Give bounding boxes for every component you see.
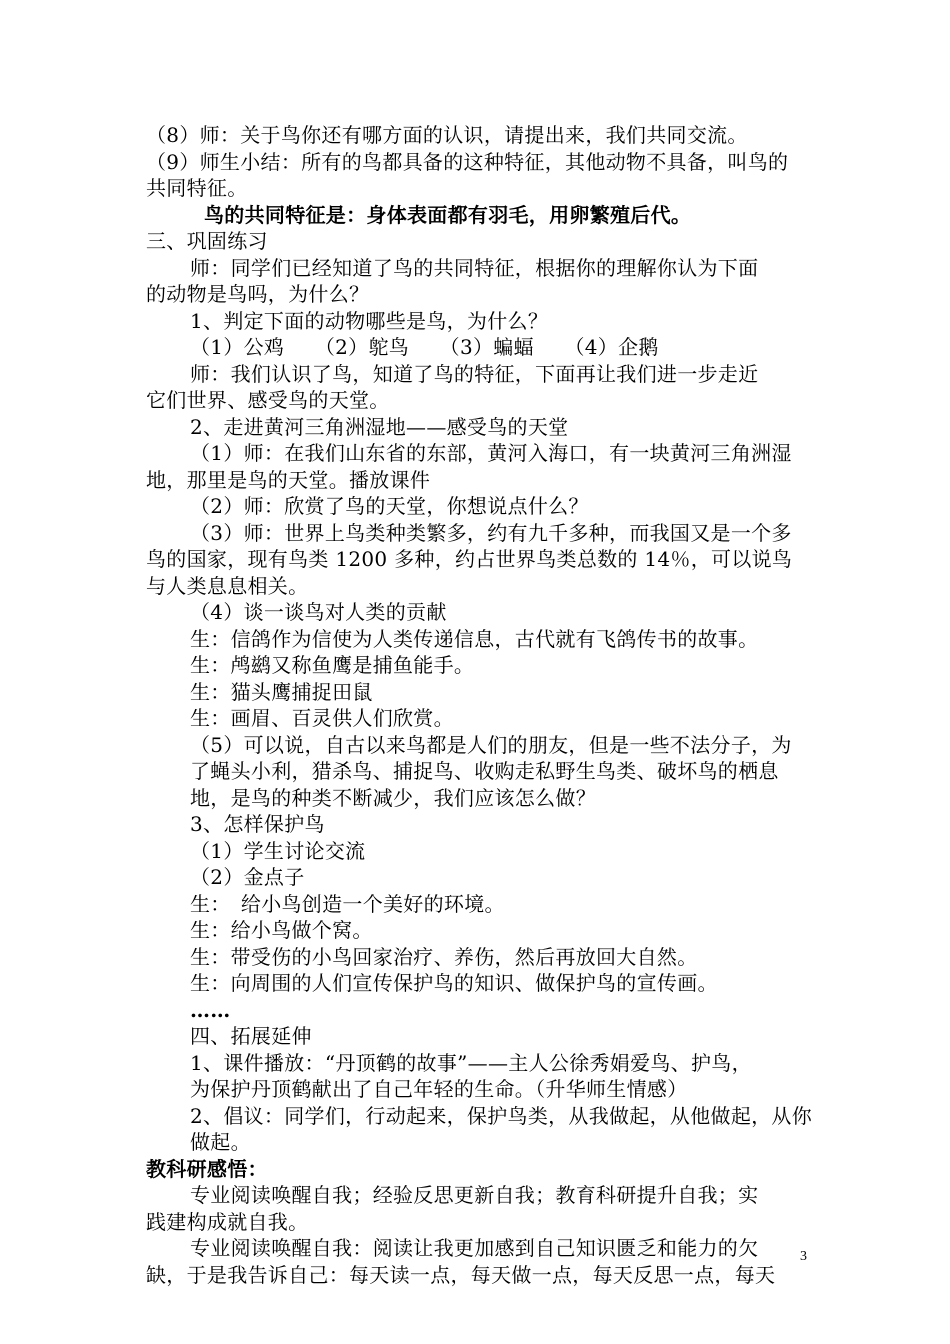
text-line: 它们世界、感受鸟的天堂。 [146, 388, 390, 412]
text-line: 做起。 [190, 1130, 251, 1154]
text-line: 生：猫头鹰捕捉田鼠 [190, 680, 373, 704]
text-line: 3、怎样保护鸟 [190, 812, 325, 836]
text-line: （2）金点子 [190, 865, 305, 889]
text-line: 1、判定下面的动物哪些是鸟，为什么？ [190, 309, 549, 333]
text-line: 生：鸬鹚又称鱼鹰是捕鱼能手。 [190, 653, 475, 677]
text-line: （2）师：欣赏了鸟的天堂，你想说点什么？ [190, 494, 589, 518]
text-line: 2、倡议：同学们，行动起来，保护鸟类，从我做起，从他做起，从你 [190, 1104, 813, 1128]
text-line: 为保护丹顶鹤献出了自己年轻的生命。（升华师生情感） [190, 1077, 688, 1101]
text-line: 的动物是鸟吗，为什么？ [146, 282, 370, 306]
text-line: 了蝇头小利，猎杀鸟、捕捉鸟、收购走私野生鸟类、破坏鸟的栖息 [190, 759, 779, 783]
section-heading: 教科研感悟： [146, 1157, 268, 1181]
text-line: （4）谈一谈鸟对人类的贡献 [190, 600, 447, 624]
text-line: 1、课件播放：“丹顶鹤的故事”——主人公徐秀娟爱鸟、护鸟， [190, 1051, 752, 1075]
text-line: 师：我们认识了鸟，知道了鸟的特征，下面再让我们进一步走近 [190, 362, 759, 386]
key-statement: 鸟的共同特征是：身体表面都有羽毛，用卵繁殖后代。 [204, 203, 692, 227]
text-line: 生：信鸽作为信使为人类传递信息，古代就有飞鸽传书的故事。 [190, 627, 759, 651]
text-line: 专业阅读唤醒自我；经验反思更新自我；教育科研提升自我；实 [190, 1183, 759, 1207]
text-line: 生：带受伤的小鸟回家治疗、养伤，然后再放回大自然。 [190, 945, 698, 969]
text-line: 鸟的国家，现有鸟类 1200 多种，约占世界鸟类总数的 14％，可以说鸟 [146, 547, 793, 571]
text-line: 2、走进黄河三角洲湿地——感受鸟的天堂 [190, 415, 569, 439]
text-line: （1）学生讨论交流 [190, 839, 366, 863]
text-line: （9）师生小结：所有的鸟都具备的这种特征，其他动物不具备，叫鸟的 [146, 150, 789, 174]
text-line: 缺，于是我告诉自己：每天读一点，每天做一点，每天反思一点，每天 [146, 1263, 776, 1287]
text-line: 生： 给小鸟创造一个美好的环境。 [190, 892, 505, 916]
text-line: （1）师：在我们山东省的东部，黄河入海口，有一块黄河三角洲湿 [190, 441, 792, 465]
text-line: 与人类息息相关。 [146, 574, 309, 598]
text-line: 地，那里是鸟的天堂。播放课件 [146, 468, 431, 492]
text-line: （5）可以说，自古以来鸟都是人们的朋友，但是一些不法分子，为 [190, 733, 792, 757]
text-line: （1）公鸡 （2）鸵鸟 （3）蝙蝠 （4）企鹅 [190, 335, 659, 359]
text-line: 专业阅读唤醒自我：阅读让我更加感到自己知识匮乏和能力的欠 [190, 1236, 759, 1260]
section-heading: 三、巩固练习 [146, 229, 268, 253]
text-line: 生：画眉、百灵供人们欣赏。 [190, 706, 454, 730]
ellipsis: …… [190, 998, 231, 1022]
text-line: 师：同学们已经知道了鸟的共同特征，根据你的理解你认为下面 [190, 256, 759, 280]
text-line: （8）师：关于鸟你还有哪方面的认识，请提出来，我们共同交流。 [146, 123, 748, 147]
text-line: 共同特征。 [146, 176, 248, 200]
text-line: 践建构成就自我。 [146, 1210, 309, 1234]
text-line: （3）师：世界上鸟类种类繁多，约有九千多种，而我国又是一个多 [190, 521, 792, 545]
page-number: 3 [800, 1249, 807, 1264]
text-line: 生：向周围的人们宣传保护鸟的知识、做保护鸟的宣传画。 [190, 971, 718, 995]
section-heading: 四、拓展延伸 [190, 1024, 312, 1048]
text-line: 地，是鸟的种类不断减少，我们应该怎么做？ [190, 786, 596, 810]
text-line: 生：给小鸟做个窝。 [190, 918, 373, 942]
